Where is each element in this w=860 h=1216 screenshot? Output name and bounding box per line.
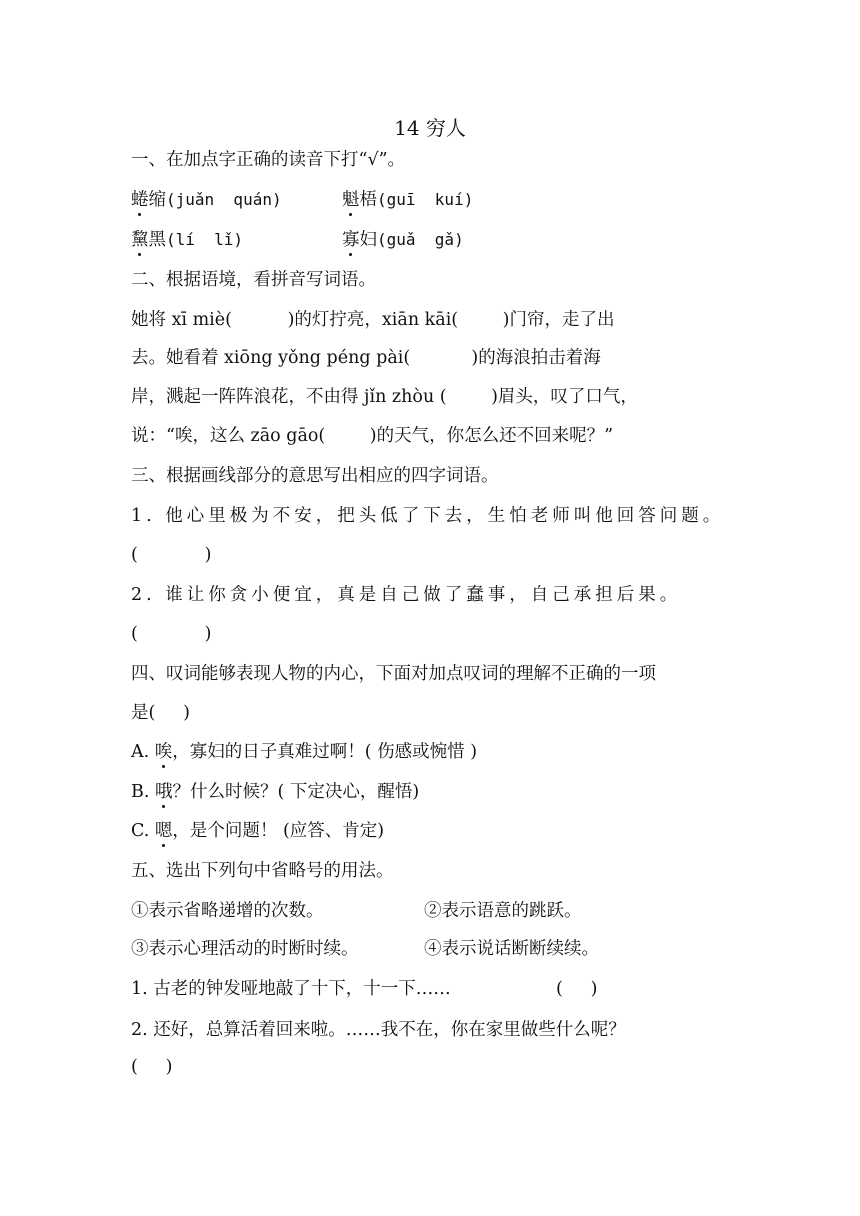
- dotted-char: 黧: [131, 230, 149, 250]
- s3-question-1: 1. 他心里极为不安，把头低了下去，生怕老师叫他回答问题。: [131, 506, 725, 526]
- pinyin-options: (juǎn quán): [166, 190, 282, 209]
- option-b: [131, 783, 419, 802]
- option-text: ，是个问题！ (应答、肯定): [172, 821, 385, 841]
- section-4-heading: 四、叹词能够表现人物的内心，下面对加点叹词的理解不正确的一项: [131, 664, 656, 684]
- section-4-heading-cont: 是( ): [131, 703, 190, 723]
- s3-question-2: 2. 谁让你贪小便宜，真是自己做了蠢事，自己承担后果。: [131, 585, 682, 605]
- item-char: 梧: [359, 190, 377, 210]
- pinyin-options: (guī kuí): [377, 190, 474, 209]
- option-letter: B.: [131, 782, 155, 802]
- context-line-2: 去。她看着 xiōng yǒng péng pài( )的海浪拍击着海: [131, 348, 601, 368]
- pinyin-item-3: [131, 231, 243, 250]
- item-char: 缩: [148, 190, 166, 210]
- s5-question-2: 2. 还好，总算活着回来啦。……我不在，你在家里做些什么呢？: [131, 1020, 626, 1040]
- section-5-heading: 五、选出下列句中省略号的用法。: [131, 861, 394, 881]
- context-line-4: 说：“唉，这么 zāo gāo( )的天气，你怎么还不回来呢？”: [131, 426, 614, 446]
- s5-answer-blank-2: ( ): [131, 1057, 173, 1077]
- section-1-heading: 一、在加点字正确的读音下打“√”。: [131, 150, 406, 170]
- option-letter: A.: [131, 742, 155, 762]
- pinyin-item-2: [342, 191, 473, 210]
- pinyin-options: (guǎ gǎ): [377, 230, 464, 249]
- s3-answer-blank-2: ( ): [131, 624, 212, 644]
- dotted-char: 寡: [342, 230, 360, 250]
- item-char: 妇: [359, 230, 377, 250]
- s5-answer-blank-1: ( ): [556, 979, 598, 999]
- option-letter: C.: [131, 821, 155, 841]
- usage-option-3: ③表示心理活动的时断时续。: [131, 939, 359, 959]
- dotted-char: 哦: [155, 782, 173, 802]
- dotted-char: 魁: [342, 190, 360, 210]
- usage-option-2: ②表示语意的跳跃。: [424, 901, 582, 921]
- option-a: [131, 743, 477, 762]
- pinyin-item-4: [342, 231, 464, 250]
- item-char: 黑: [148, 230, 166, 250]
- dotted-char: 唉: [154, 742, 173, 762]
- s3-answer-blank-1: ( ): [131, 545, 212, 565]
- context-line-1: 她将 xī miè( )的灯拧亮，xiān kāi( )门帘，走了出: [131, 310, 615, 330]
- section-2-heading: 二、根据语境，看拼音写词语。: [131, 270, 376, 290]
- usage-option-4: ④表示说话断断续续。: [424, 939, 599, 959]
- context-line-3: 岸，溅起一阵阵浪花，不由得 jǐn zhòu ( )眉头，叹了口气，: [131, 387, 638, 407]
- option-c: [131, 822, 384, 841]
- pinyin-options: (lí lǐ): [166, 230, 244, 249]
- pinyin-item-1: [131, 191, 282, 210]
- option-text: ？什么时候？( 下定决心，醒悟): [172, 782, 420, 802]
- option-text: ，寡妇的日子真难过啊！( 伤感或惋惜 ): [172, 742, 478, 762]
- dotted-char: 嗯: [154, 821, 173, 841]
- page-title: 14 穷人: [394, 116, 466, 140]
- dotted-char: 蜷: [131, 190, 149, 210]
- usage-option-1: ①表示省略递增的次数。: [131, 901, 324, 921]
- section-3-heading: 三、根据画线部分的意思写出相应的四字词语。: [131, 466, 499, 486]
- s5-question-1: 1. 古老的钟发哑地敲了十下，十一下……: [131, 979, 451, 999]
